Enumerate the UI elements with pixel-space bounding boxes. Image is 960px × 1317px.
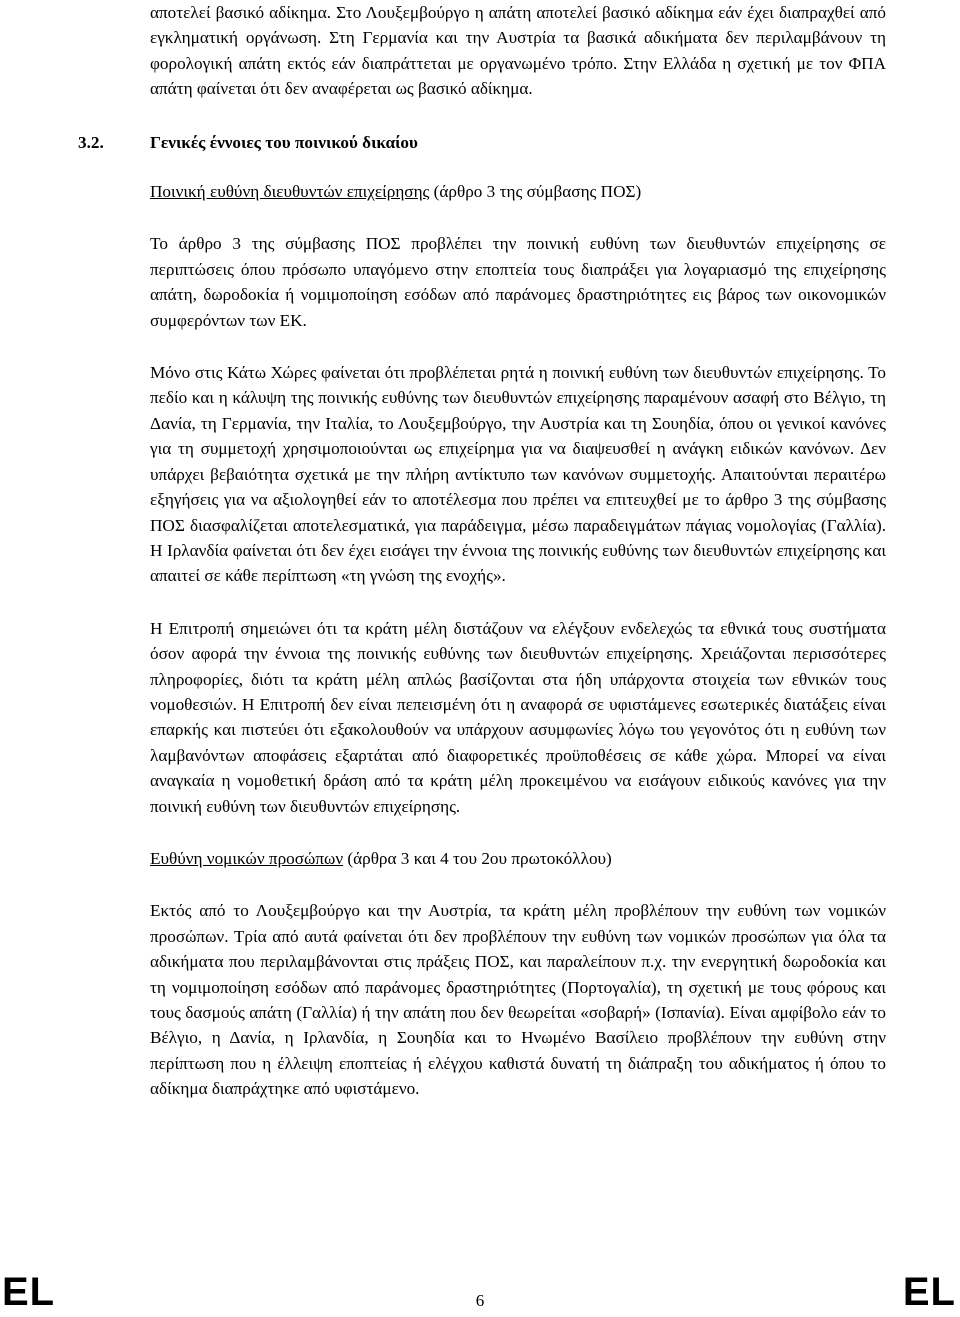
paragraph: Μόνο στις Κάτω Χώρες φαίνεται ότι προβλέπεται ρητά η ποινική ευθύνη των διευθυντών επιχείρησης. Το πεδίο και η κάλυψη της ποινικής ευθύνης των διευθυντών επιχείρησης παραμένουν ασαφή στο Βέλγιο, τη Δανία, τη Γερμανία, την Ιταλία, το Λουξεμβούργο, την Αυστρία και τη Σουηδία, όπου οι γενικοί κανόνες για τη συμμετοχή χρησιμοποιούνται ως επιχείρημα για να διαψευσθεί η ανάγκη ειδικών κανόνων. Δεν υπάρχει βεβαιότητα σχετικά με την πλήρη αντίκτυπο των κανόνων συμμετοχής. Απαιτούνται περαιτέρω εξηγήσεις για να αξιολογηθεί εάν το αποτέλεσμα που πρέπει να επιτευχθεί με το άρθρο 3 της σύμβασης ΠΟΣ διασφαλίζεται αποτελεσματικά, για παράδειγμα, μέσω παραδειγμάτων πάγιας νομολογίας (Γαλλία). Η Ιρλανδία φαίνεται ότι δεν έχει εισάγει την έννοια της ποινικής ευθύνης των διευθυντών επιχείρησης και απαιτεί σε κάθε περίπτωση «τη γνώση της ενοχής».: [150, 363, 886, 586]
section-number: 3.2.: [78, 132, 104, 152]
paragraph: Η Επιτροπή σημειώνει ότι τα κράτη μέλη διστάζουν να ελέγξουν ενδελεχώς τα εθνικά τους συστήματα όσον αφορά την έννοια της ποινικής ευθύνης των διευθυντών επιχείρησης. Χρειάζονται περισσότερες πληροφορίες, διότι τα κράτη μέλη απλώς βασίζονται στα ήδη υπάρχοντα στοιχεία των εθνικών τους νομοθεσιών. Η Επιτροπή δεν είναι πεπεισμένη ότι η αναφορά σε υφιστάμενες εσωτερικές διατάξεις είναι επαρκής και πιστεύει ότι εξακολουθούν να υπάρχουν ασυμφωνίες λόγω του γεγονότος ότι η ευθύνη των λαμβανόντων αποφάσεις εξαρτάται από διαφορετικές προϋποθέσεις σε κάθε χώρα. Μπορεί να είναι αναγκαία η νομοθετική δράση από τα κράτη μέλη προκειμένου να εισάγουν ειδικούς κανόνες για την ποινική ευθύνη των διευθυντών επιχείρησης.: [150, 618, 886, 816]
document-body: [78, 0, 886, 1102]
intro-paragraph: αποτελεί βασικό αδίκημα. Στο Λουξεμβούργο η απάτη αποτελεί βασικό αδίκημα εάν έχει διαπραχθεί από εγκληματική οργάνωση. Στη Γερμανία και την Αυστρία τα βασικά αδικήματα δεν περιλαμβάνουν τη φορολογική απάτη εκτός εάν διαπράττεται με οργανωμένο τρόπο. Στην Ελλάδα η σχετική με τον ΦΠΑ απάτη φαίνεται ότι δεν αναφέρεται ως βασικό αδίκημα.: [150, 3, 886, 99]
subheading-rest: (άρθρα 3 και 4 του 2ου πρωτοκόλλου): [343, 848, 612, 868]
page-number: 6: [475, 1291, 485, 1310]
subheading-underlined: Ποινική ευθύνη διευθυντών επιχείρησης: [150, 182, 430, 202]
footer-language-left: EL: [2, 1270, 56, 1314]
subheading-legal-persons: [150, 846, 886, 871]
section-title: Γενικές έννοιες του ποινικού δικαίου: [150, 132, 418, 152]
paragraph: Το άρθρο 3 της σύμβασης ΠΟΣ προβλέπει την ποινική ευθύνη των διευθυντών επιχείρησης σε περιπτώσεις όπου πρόσωπο υπαγόμενο στην εποπτεία τους διαπράξει για λογαριασμό της επιχείρησης απάτη, δωροδοκία ή νομιμοποίηση εσόδων από παράνομες δραστηριότητες εις βάρος των οικονομικών συμφερόντων των ΕΚ.: [150, 234, 886, 330]
subheading-underlined: Ευθύνη νομικών προσώπων: [150, 848, 344, 868]
subheading-rest: (άρθρο 3 της σύμβασης ΠΟΣ): [429, 182, 642, 202]
section-heading: [78, 130, 886, 155]
paragraph: Εκτός από το Λουξεμβούργο και την Αυστρία, τα κράτη μέλη προβλέπουν την ευθύνη των νομικών προσώπων. Τρία από αυτά φαίνεται ότι δεν προβλέπουν την ευθύνη των νομικών προσώπων για όλα τα αδικήματα που περιλαμβάνονται στις πράξεις ΠΟΣ, και παραλείπουν π.χ. την ενεργητική δωροδοκία και τη νομιμοποίηση εσόδων από παράνομες δραστηριότητες (Πορτογαλία), τη σχετική με τους φόρους και τους δασμούς απάτη (Γαλλία) ή την απάτη που δεν θεωρείται «σοβαρή» (Ισπανία). Είναι αμφίβολο εάν το Βέλγιο, η Δανία, η Ιρλανδία, η Σουηδία και το Ηνωμένο Βασίλειο προβλέπουν την ευθύνη στην περίπτωση που η έλλειψη εποπτείας ή ελέγχου καθιστά δυνατή τη διάπραξη του αδικήματος ή όπου το αδίκημα διαπράχτηκε από υφιστάμενο.: [150, 901, 886, 1099]
footer-language-right: EL: [902, 1270, 956, 1314]
subheading-directors-liability: [150, 179, 886, 204]
